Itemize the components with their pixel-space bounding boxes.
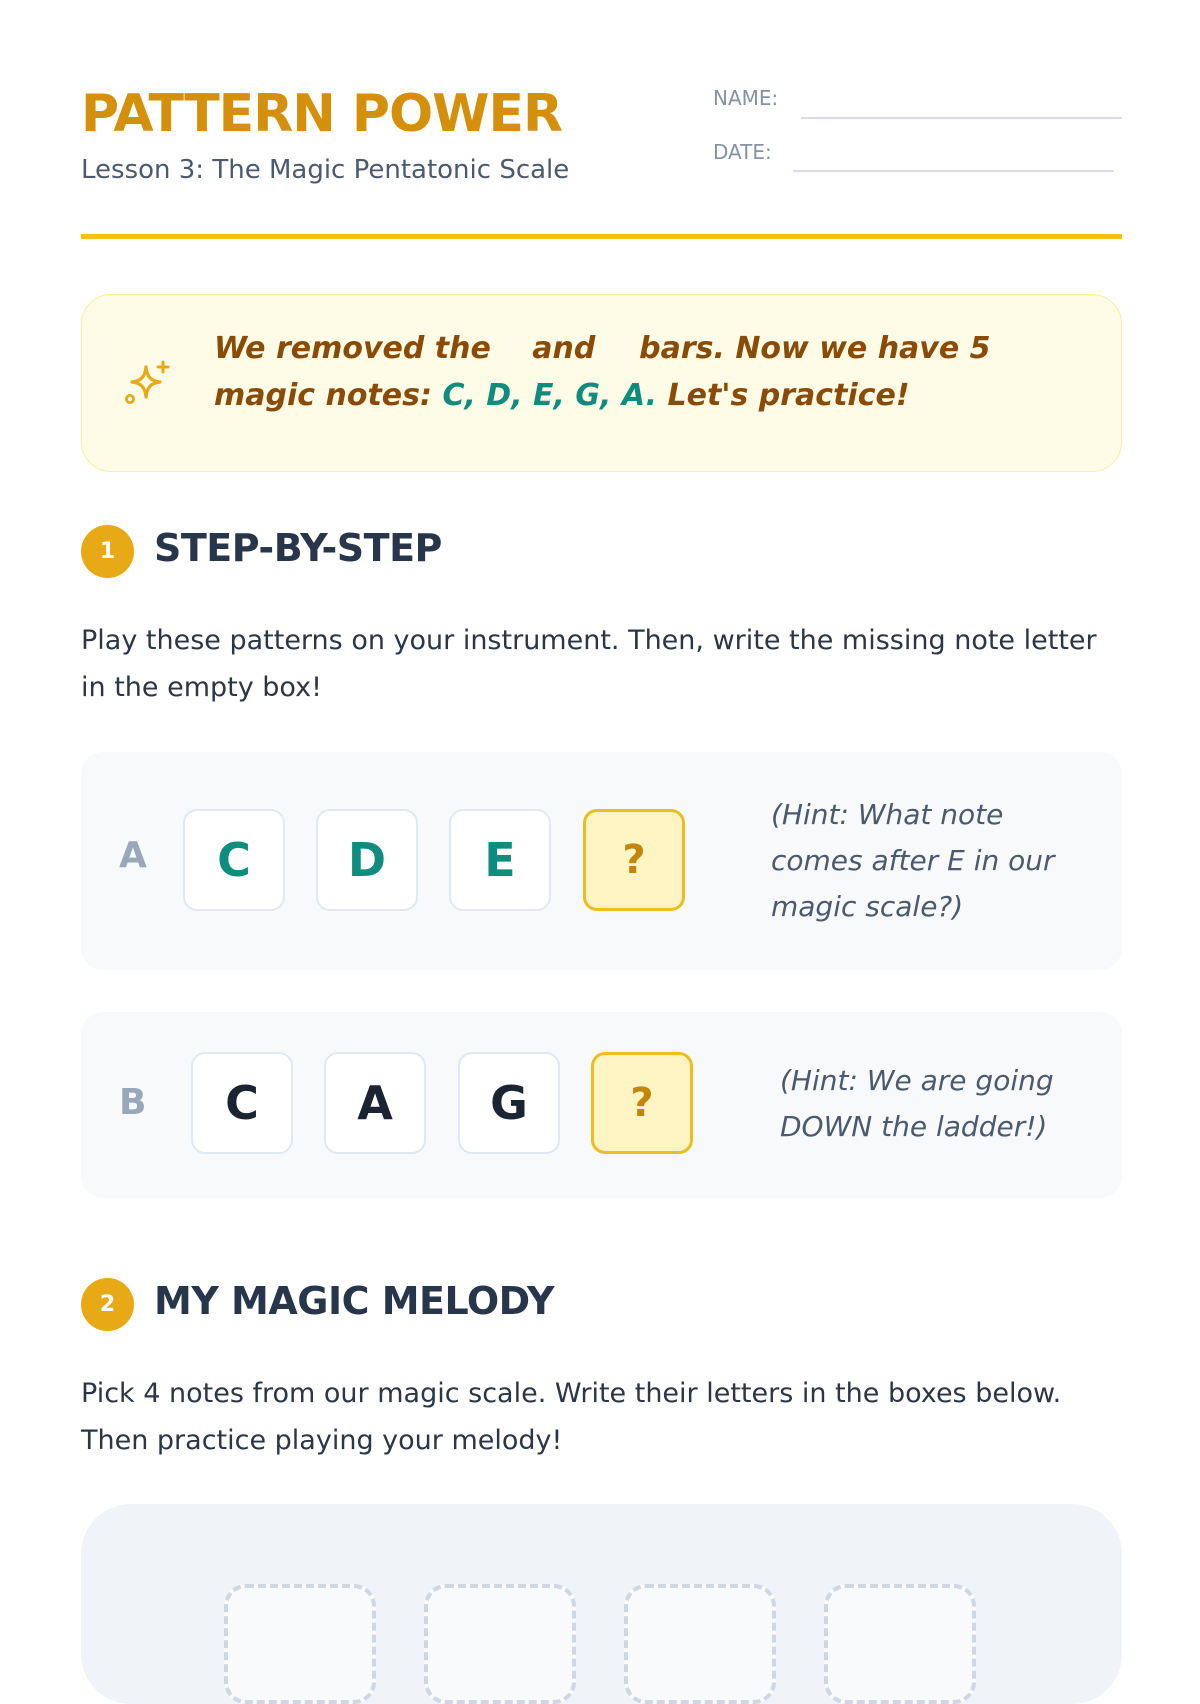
page-subtitle: Lesson 3: The Magic Pentatonic Scale (81, 155, 570, 185)
pattern-label: A (119, 835, 147, 876)
answer-box[interactable]: ? (591, 1052, 693, 1154)
tip-text-part: bars. Now we have 5 (639, 331, 991, 366)
melody-slot[interactable] (224, 1584, 376, 1704)
section-1-title: STEP-BY-STEP (154, 526, 442, 570)
note-box: C (183, 809, 285, 911)
section-1-instructions: Play these patterns on your instrument. Then, write the missing note letter in the empty box! (81, 625, 1097, 703)
header (81, 0, 1122, 240)
melody-slot[interactable] (824, 1584, 976, 1704)
note-box: D (316, 809, 418, 911)
sparkle-icon (122, 357, 172, 407)
pattern-hint: (Hint: What note comes after E in our magic scale?) (771, 798, 1055, 923)
removed-note-b: B (605, 331, 629, 366)
section-2-badge: 2 (81, 1278, 134, 1331)
date-label: DATE: (713, 140, 772, 164)
removed-note-f: F (501, 331, 522, 366)
tip-text (214, 325, 1074, 419)
tip-box (81, 294, 1122, 472)
note-box: G (458, 1052, 560, 1154)
melody-box (81, 1504, 1122, 1704)
pattern-row-b (81, 1012, 1122, 1198)
name-field[interactable] (801, 117, 1122, 119)
tip-text-part: We removed the (214, 331, 491, 366)
tip-text-part: Let's practice! (667, 378, 910, 413)
tip-text-part: magic notes: (214, 378, 432, 413)
melody-slot[interactable] (624, 1584, 776, 1704)
name-label: NAME: (713, 86, 779, 110)
answer-box[interactable]: ? (583, 809, 685, 911)
section-1-badge: 1 (81, 525, 134, 578)
section-2-title: MY MAGIC MELODY (154, 1279, 554, 1323)
note-box: A (324, 1052, 426, 1154)
magic-notes-list: C, D, E, G, A. (442, 378, 658, 413)
note-box: E (449, 809, 551, 911)
note-box: C (191, 1052, 293, 1154)
date-field[interactable] (793, 170, 1114, 172)
tip-text-part: and (532, 331, 596, 366)
pattern-label: B (119, 1082, 147, 1123)
header-divider (81, 234, 1122, 239)
section-2-instructions: Pick 4 notes from our magic scale. Write their letters in the boxes below. Then practice playing your melody! (81, 1378, 1062, 1456)
pattern-hint: (Hint: We are going DOWN the ladder!) (780, 1064, 1054, 1143)
pattern-row-a (81, 752, 1122, 970)
melody-slot[interactable] (424, 1584, 576, 1704)
page-title: PATTERN POWER (81, 84, 563, 144)
